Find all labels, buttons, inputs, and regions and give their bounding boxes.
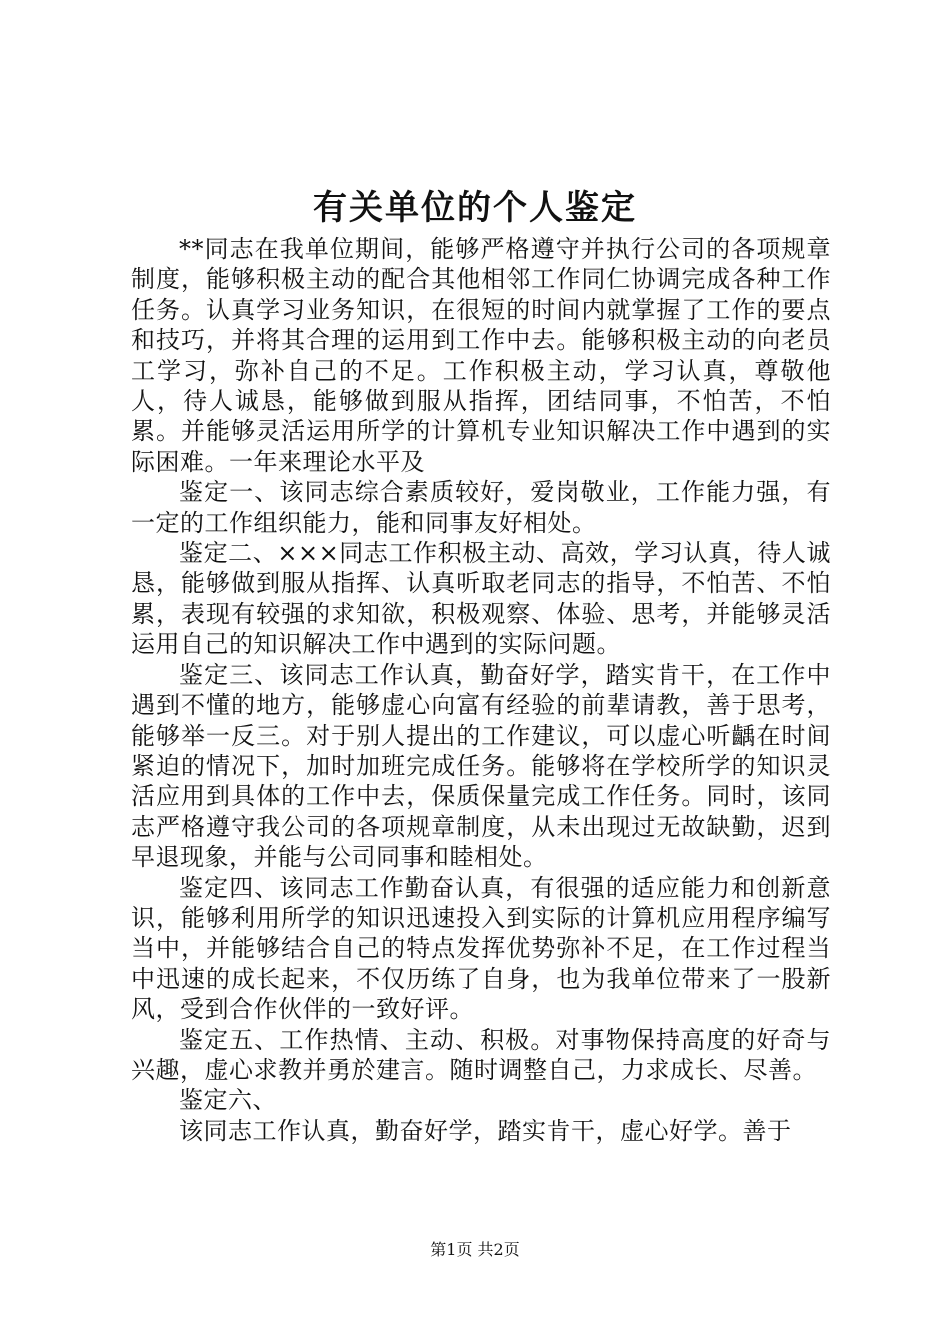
- paragraph-appraisal-4: 鉴定四、该同志工作勤奋认真，有很强的适应能力和创新意识，能够利用所学的知识迅速投入到实际的计算机应用程序编写当中，并能够结合自己的特点发挥优势弥补不足，在工作过程当中迅速的成长起来，不仅历练了自身，也为我单位带来了一股新风，受到合作伙伴的一致好评。: [131, 873, 831, 1024]
- document-body: [131, 234, 831, 1146]
- page-number-footer: 第1页 共2页: [430, 1240, 520, 1259]
- paragraph-intro: **同志在我单位期间，能够严格遵守并执行公司的各项规章制度，能够积极主动的配合其他相邻工作同仁协调完成各种工作任务。认真学习业务知识，在很短的时间内就掌握了工作的要点和技巧，并将其合理的运用到工作中去。能够积极主动的向老员工学习，弥补自己的不足。工作积极主动，学习认真，尊敬他人，待人诚恳，能够做到服从指挥，团结同事，不怕苦，不怕累。并能够灵活运用所学的计算机专业知识解决工作中遇到的实际困难。一年来理论水平及: [131, 235, 831, 476]
- document-title: 有关单位的个人鉴定: [313, 188, 637, 228]
- paragraph-appraisal-6-body: 该同志工作认真，勤奋好学，踏实肯干，虚心好学。善于: [179, 1116, 792, 1145]
- paragraph-appraisal-6-heading: 鉴定六、: [179, 1086, 277, 1115]
- paragraph-appraisal-1: 鉴定一、该同志综合素质较好，爱岗敬业，工作能力强，有一定的工作组织能力，能和同事友好相处。: [131, 478, 831, 537]
- paragraph-appraisal-3: 鉴定三、该同志工作认真，勤奋好学，踏实肯干，在工作中遇到不懂的地方，能够虚心向富有经验的前辈请教，善于思考，能够举一反三。对于别人提出的工作建议，可以虚心听齲在时间紧迫的情况下，加时加班完成任务。能够将在学校所学的知识灵活应用到具体的工作中去，保质保量完成工作任务。同时，该同志严格遵守我公司的各项规章制度，从未出现过无故缺勤，迟到早退现象，并能与公司同事和睦相处。: [131, 660, 831, 872]
- paragraph-appraisal-5: 鉴定五、工作热情、主动、积极。对事物保持高度的好奇与兴趣，虚心求教并勇於建言。随时调整自己，力求成长、尽善。: [131, 1025, 831, 1084]
- paragraph-appraisal-2: 鉴定二、×××同志工作积极主动、高效，学习认真，待人诚恳，能够做到服从指挥、认真听取老同志的指导，不怕苦、不怕累，表现有较强的求知欲，积极观察、体验、思考，并能够灵活运用自己的知识解决工作中遇到的实际问题。: [131, 539, 831, 659]
